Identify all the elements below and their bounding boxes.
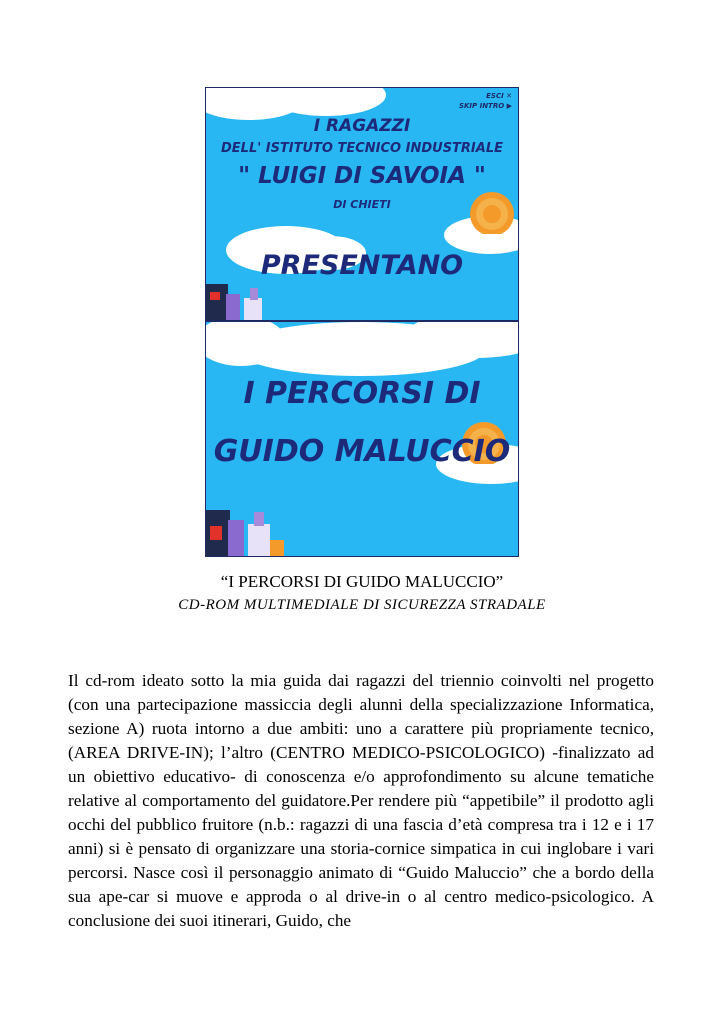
intro-line-3: " LUIGI DI SAVOIA ": [238, 163, 486, 189]
body-text: [68, 669, 654, 933]
intro-line-4: DI CHIETI: [333, 198, 391, 211]
skip-intro-button[interactable]: SKIP INTRO ▶: [458, 102, 512, 110]
intro-line-2: DELL' ISTITUTO TECNICO INDUSTRIALE: [220, 141, 503, 156]
buildings-icon: [206, 274, 276, 321]
caption-title: “I PERCORSI DI GUIDO MALUCCIO”: [220, 572, 504, 591]
caption-subtitle: CD-ROM MULTIMEDIALE DI SICUREZZA STRADALE: [178, 597, 546, 613]
body-paragraph: Il cd-rom ideato sotto la mia guida dai ragazzi del triennio coinvolti nel progetto (con una partecipazione massiccia degli alunni della specializzazione Informatica, sezione A) ruota intorno a due ambiti: uno a carattere più propriamente tecnico, (AREA DRIVE-IN); l’altro (CENTRO MEDICO-PSICOLOGICO) -finalizzato ad un obiettivo educativo- di conoscenza e/o approfondimento su alcune tematiche relative al comportamento del guidatore.Per rendere più “appetibile” il prodotto agli occhi del pubblico fruitore (n.b.: ragazzi di una fascia d’età compresa tra i 12 e i 17 anni) si è pensato di organizzare una storia-cornice simpatica in cui inglobare i vari percorsi. Nasce così il personaggio animato di “Guido Maluccio” che a bordo della sua ape-car si muove e approda o al drive-in o al centro medico-psicologico. A conclusione dei suoi itinerari, Guido, che: [68, 671, 654, 930]
title-line-2: GUIDO MALUCCIO: [213, 434, 511, 469]
exit-button[interactable]: ESCI ✕: [486, 92, 512, 100]
title-line-1: I PERCORSI DI: [243, 376, 481, 411]
buildings-icon: [206, 500, 286, 557]
intro-screenshot-top: [205, 87, 519, 321]
intro-screenshot-bottom: [205, 321, 519, 557]
intro-line-1: I RAGAZZI: [313, 116, 411, 136]
intro-line-5: PRESENTANO: [260, 250, 464, 281]
